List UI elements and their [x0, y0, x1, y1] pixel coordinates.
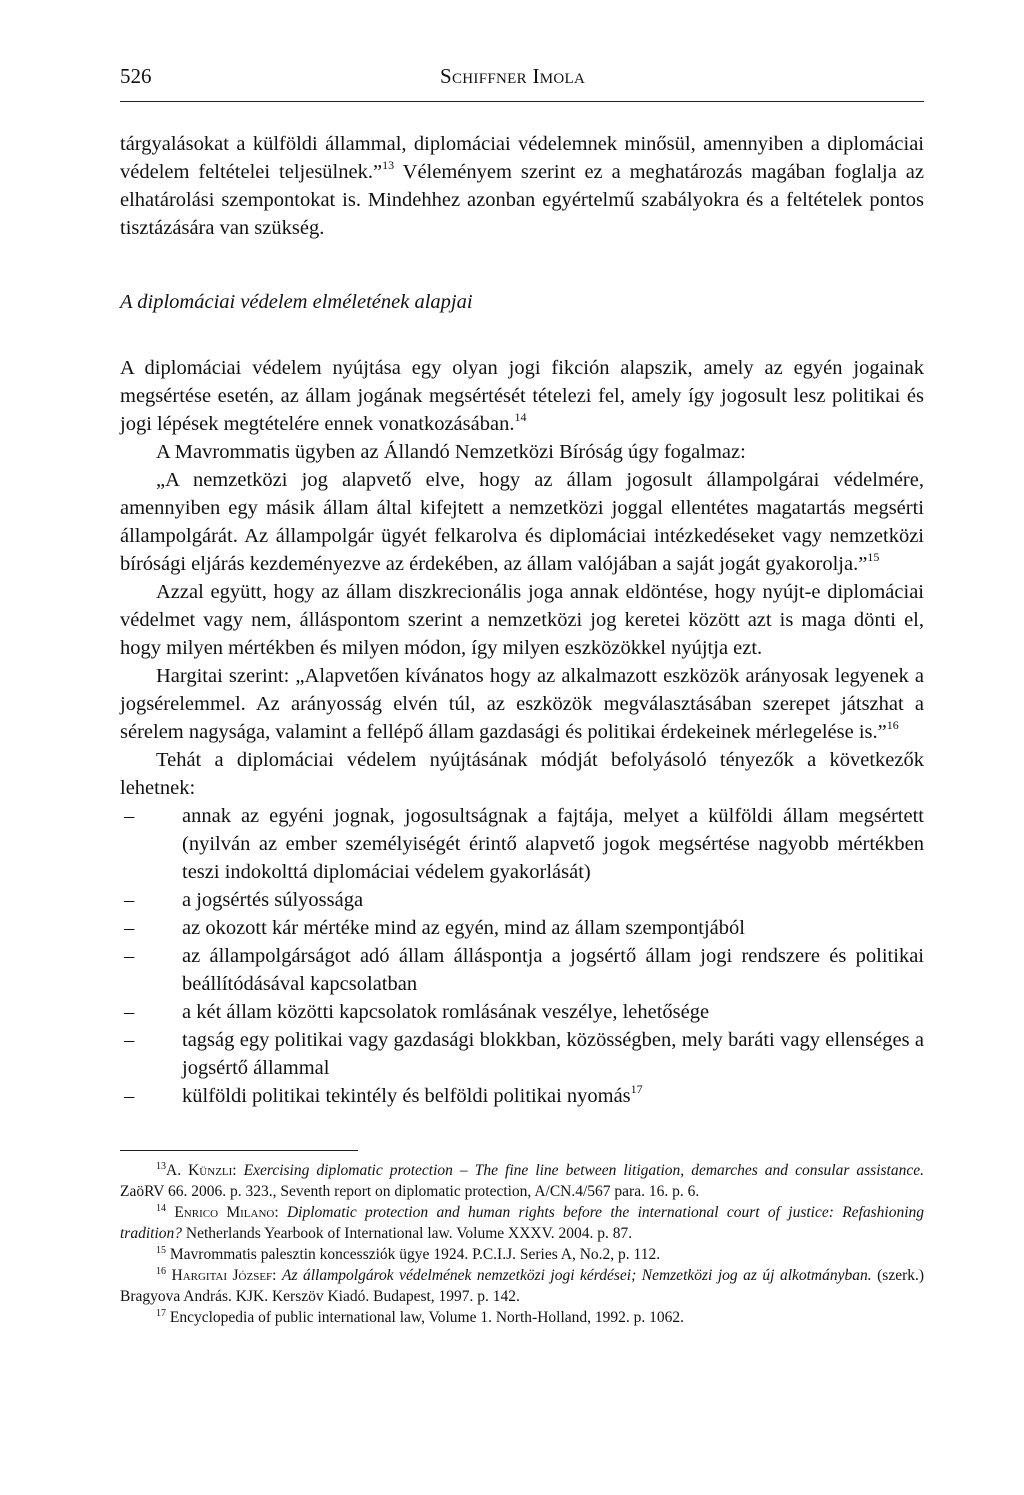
footnote-title: Exercising diplomatic protection – The fine line between litigation, demarches and consular assistance.	[243, 1162, 924, 1179]
list-item	[120, 802, 924, 886]
intro-text-continued: Véleményem szerint ez a meghatározás magában foglalja az elhatárolási szempontokat is. Mindehhez azonban egyértelmű szabályokra és a feltételek pontos tisztázására van szükség.	[120, 161, 924, 239]
footnote-ref-15[interactable]: 15	[867, 550, 880, 564]
paragraph	[120, 354, 924, 438]
footnote-16	[120, 1265, 924, 1307]
footnote-ref-14[interactable]: 14	[514, 410, 527, 424]
factor-list	[120, 802, 924, 1110]
footnote-13	[120, 1160, 924, 1202]
paragraph: Azzal együtt, hogy az állam diszkrecionális joga annak eldöntése, hogy nyújt-e diplomáciai védelmet vagy nem, álláspontom szerint a nemzetközi jog keretei között azt is maga dönti el, hogy milyen mértékben és milyen módon, így milyen eszközökkel nyújtja ezt.	[120, 581, 924, 659]
paragraph: A Mavrommatis ügyben az Állandó Nemzetközi Bíróság úgy fogalmaz:	[156, 441, 746, 463]
footnote-number: 13	[156, 1161, 166, 1172]
footnote-text: Mavrommatis palesztin koncessziók ügye 1924. P.C.I.J. Series A, No.2, p. 112.	[169, 1246, 661, 1263]
paragraph-text: Hargitai szerint: „Alapvetően kívánatos hogy az alkalmazott eszközök arányosak legyenek a jogsérelemmel. Az arányosság elvén túl, az eszközök megválasztásában szerepet játszhat a sérelem nagysága, valamint a fellépő állam gazdasági és politikai érdekeinek mérlegelése is.”	[120, 665, 924, 743]
footnote-source: (szerk.) Bragyova András. KJK. Kerszöv Kiadó. Budapest, 1997. p. 142.	[120, 1267, 925, 1305]
list-item-text: a két állam közötti kapcsolatok romlásának veszélye, lehetősége	[182, 1001, 710, 1023]
list-item	[120, 998, 924, 1026]
footnote-author: A. Künzli:	[166, 1162, 237, 1179]
list-item-text: annak az egyéni jognak, jogosultságnak a fajtája, melyet a külföldi állam megsértett (nyilván az ember személyiségét érintő alapvető jogok megsértése nagyobb mértékben teszi indokolttá diplomáciai védelem gyakorlását)	[182, 805, 924, 883]
dash-bullet: –	[124, 1029, 135, 1051]
dash-bullet: –	[124, 917, 135, 939]
page-header	[120, 58, 920, 98]
footnote-source: Netherlands Yearbook of International law. Volume XXXV. 2004. p. 87.	[185, 1225, 633, 1242]
footnote-title: Az állampolgárok védelmének nemzetközi jogi kérdései; Nemzetközi jog az új alkotmányban.	[281, 1267, 872, 1284]
footnote-number: 17	[156, 1308, 166, 1319]
footnote-number: 14	[156, 1203, 166, 1214]
footnote-ref-16[interactable]: 16	[886, 718, 899, 732]
paragraph	[120, 662, 924, 746]
footnote-17	[120, 1307, 924, 1328]
list-item-text: tagság egy politikai vagy gazdasági blokkban, közösségben, mely baráti vagy ellenséges a jogsértő állammal	[182, 1029, 924, 1079]
list-item	[120, 942, 924, 998]
section-heading: A diplomáciai védelem elméletének alapjai	[120, 291, 473, 313]
footnote-text: Encyclopedia of public international law, Volume 1. North-Holland, 1992. p. 1062.	[169, 1309, 685, 1326]
list-item	[120, 1026, 924, 1082]
list-item	[120, 886, 924, 914]
footnote-author: Hargitai József:	[171, 1267, 277, 1284]
footnote-ref-13[interactable]: 13	[382, 158, 395, 172]
footnote-divider	[120, 1150, 358, 1151]
list-item	[120, 1082, 924, 1110]
list-item-text: külföldi politikai tekintély és belföldi politikai nyomás	[182, 1085, 631, 1107]
footnote-number: 16	[156, 1266, 166, 1277]
paragraph-text: A diplomáciai védelem nyújtása egy olyan jogi fikción alapszik, amely az egyén jogainak megsértése esetén, az állam jogának megsértését tételezi fel, amely így jogosult lesz politikai és jogi lépések megtételére ennek vonatkozásában.	[120, 357, 924, 435]
intro-paragraph	[120, 130, 924, 242]
footnote-author: Enrico Milano:	[174, 1204, 279, 1221]
quote-text: „A nemzetközi jog alapvető elve, hogy az állam jogosult állampolgárai védelmére, amennyiben egy másik állam által kifejtett a nemzetközi joggal ellentétes magatartás megsérti állampolgárát. Az állampolgár ügyét felkarolva és diplomáciai intézkedéseket vagy nemzetközi bírósági eljárás kezdeményezve az érdekében, az állam valójában a saját jogát gyakorolja.”	[120, 469, 924, 575]
intro-text: tárgyalásokat a külföldi állammal, diplomáciai védelemnek minősül, amennyiben a diplomáciai védelem feltételei teljesülnek.”	[120, 133, 924, 183]
body-text	[120, 130, 924, 1110]
list-item-text: a jogsértés súlyossága	[182, 889, 364, 911]
list-item	[120, 914, 924, 942]
dash-bullet: –	[124, 805, 135, 827]
footnote-number: 15	[156, 1245, 166, 1256]
list-item-text: az állampolgárságot adó állam álláspontja a jogsértő állam jogi rendszere és politikai beállítódásával kapcsolatban	[182, 945, 924, 995]
paragraph: Tehát a diplomáciai védelem nyújtásának módját befolyásoló tényezők a következők lehetnek:	[120, 749, 924, 799]
running-title: Schiffner Imola	[440, 64, 586, 88]
list-item-text: az okozott kár mértéke mind az egyén, mind az állam szempontjából	[182, 917, 745, 939]
quote-paragraph	[120, 466, 924, 578]
dash-bullet: –	[124, 945, 135, 967]
footnote-ref-17[interactable]: 17	[630, 1082, 643, 1096]
footnote-source: ZaöRV 66. 2006. p. 323., Seventh report on diplomatic protection, A/CN.4/567 para. 16. p. 6.	[120, 1183, 700, 1200]
dash-bullet: –	[124, 1085, 135, 1107]
footnote-14	[120, 1202, 924, 1244]
footnotes	[120, 1160, 924, 1328]
dash-bullet: –	[124, 889, 135, 911]
page-number: 526	[120, 64, 152, 88]
footnote-15	[120, 1244, 924, 1265]
dash-bullet: –	[124, 1001, 135, 1023]
header-divider	[120, 101, 924, 102]
footnote-title: Diplomatic protection and human rights before the international court of justice: Refashioning tradition?	[120, 1204, 925, 1242]
